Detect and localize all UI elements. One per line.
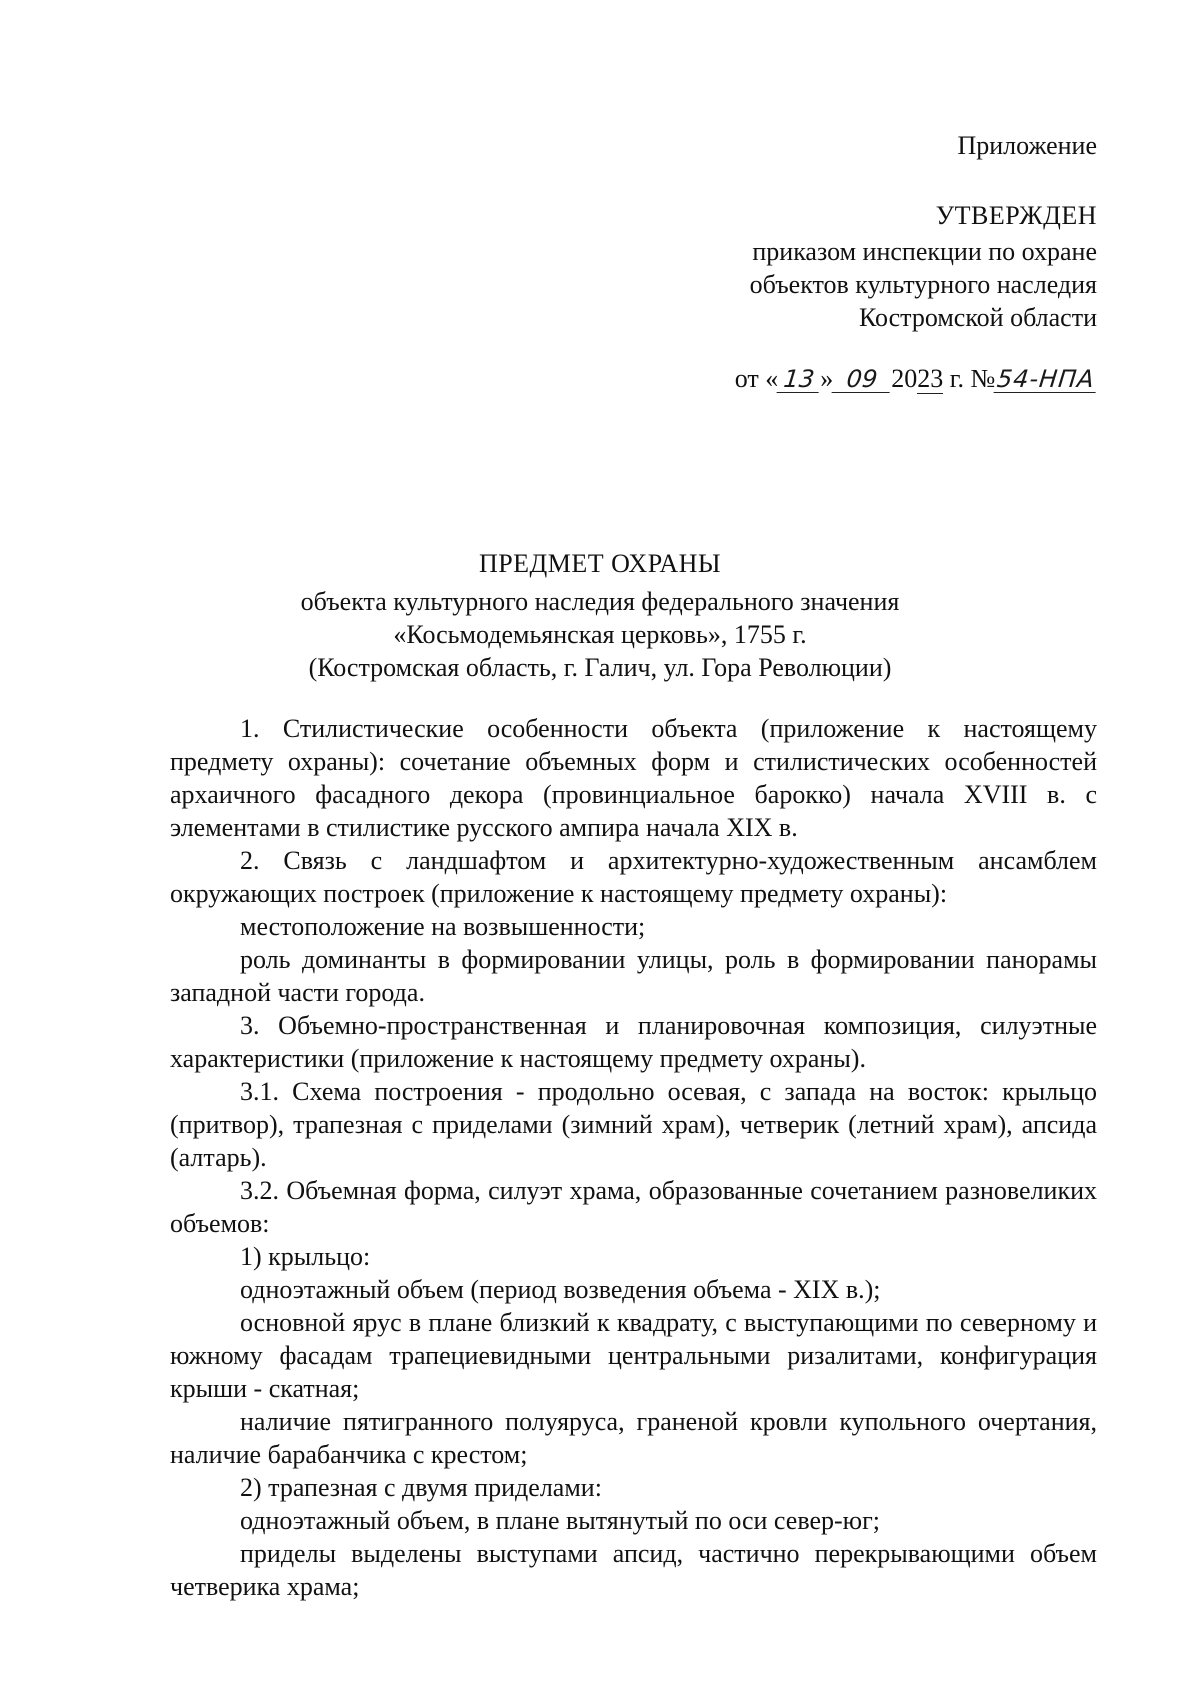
date-year-part-2: 23 bbox=[917, 364, 944, 393]
body-paragraph: наличие пятигранного полуяруса, граненой кровли купольного очертания, наличие барабанчика с крестом; bbox=[170, 1407, 1097, 1469]
approved-heading: УТВЕРЖДЕН bbox=[935, 201, 1097, 230]
handwritten-month: 09 bbox=[832, 366, 893, 393]
body-paragraph: 1. Стилистические особенности объекта (приложение к настоящему предмету охраны): сочетание объемных форм и стилистических особенностей архаичного фасадного декора (провинциальное барокко) начала XVIII в. с элементами в стилистике русского ампира начала XIX в. bbox=[170, 714, 1097, 842]
body-paragraph: 1) крыльцо: bbox=[240, 1242, 371, 1271]
document-subtitle: (Костромская область, г. Галич, ул. Гора Революции) bbox=[308, 653, 892, 682]
appendix-label: Приложение bbox=[957, 131, 1097, 160]
handwritten-day: 13 bbox=[777, 366, 822, 393]
order-date-line bbox=[735, 362, 1097, 396]
document-subtitle: объекта культурного наследия федерального значения bbox=[300, 587, 900, 616]
body-paragraph: 2) трапезная с двумя приделами: bbox=[240, 1473, 602, 1502]
document-subtitle: «Косьмодемьянская церковь», 1755 г. bbox=[393, 620, 807, 649]
document-body bbox=[170, 712, 1097, 1603]
date-year-suffix: г. № bbox=[943, 364, 996, 393]
order-line: объектов культурного наследия bbox=[749, 270, 1097, 299]
document-title: ПРЕДМЕТ ОХРАНЫ bbox=[478, 549, 722, 578]
date-year-part-1: 20 bbox=[891, 364, 918, 393]
body-paragraph: приделы выделены выступами апсид, частично перекрывающими объем четверика храма; bbox=[170, 1539, 1097, 1601]
body-paragraph: 3. Объемно-пространственная и планировочная композиция, силуэтные характеристики (приложение к настоящему предмету охраны). bbox=[170, 1011, 1097, 1073]
date-prefix: от « bbox=[734, 364, 779, 393]
body-paragraph: 3.1. Схема построения - продольно осевая, с запада на восток: крыльцо (притвор), трапезная с приделами (зимний храм), четверик (летний храм), апсида (алтарь). bbox=[170, 1077, 1097, 1172]
order-line: приказом инспекции по охране bbox=[752, 237, 1097, 266]
body-paragraph: одноэтажный объем, в плане вытянутый по оси север-юг; bbox=[240, 1506, 880, 1535]
handwritten-order-number: 54-НПА bbox=[995, 365, 1097, 393]
body-paragraph: основной ярус в плане близкий к квадрату, с выступающими по северному и южному фасадам трапециевидными центральными ризалитами, конфигурация крыши - скатная; bbox=[170, 1308, 1097, 1403]
body-paragraph: местоположение на возвышенности; bbox=[240, 912, 646, 941]
body-paragraph: одноэтажный объем (период возведения объема - XIX в.); bbox=[240, 1275, 881, 1304]
body-paragraph: 3.2. Объемная форма, силуэт храма, образованные сочетанием разновеликих объемов: bbox=[170, 1176, 1097, 1238]
order-line: Костромской области bbox=[858, 303, 1097, 332]
date-quote-close: » bbox=[820, 364, 834, 393]
body-paragraph: роль доминанты в формировании улицы, роль в формировании панорамы западной части города. bbox=[170, 945, 1097, 1007]
body-paragraph: 2. Связь с ландшафтом и архитектурно-художественным ансамблем окружающих построек (приложение к настоящему предмету охраны): bbox=[170, 846, 1097, 908]
